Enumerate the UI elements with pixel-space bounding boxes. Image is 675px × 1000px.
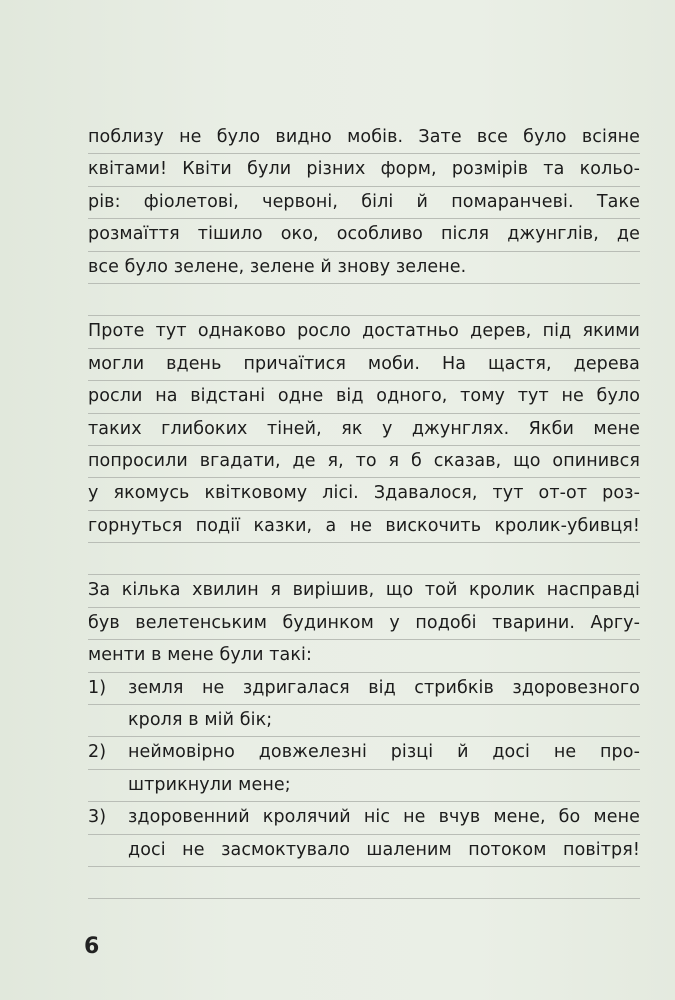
blank-ruled-line — [88, 867, 640, 899]
list-item-number: 3) — [88, 807, 107, 828]
text-line: Проте тут однаково росло достатньо дерев, під якими — [88, 316, 640, 348]
list-item-text: здоровенний кролячий ніс не вчув мене, бо мене — [128, 807, 640, 828]
text-line: у якомусь квітковому лісі. Здавалося, тут от-от роз- — [88, 478, 640, 510]
list-item — [88, 802, 640, 834]
list-item-number: 1) — [88, 677, 107, 698]
list-item-text: неймовірно довжелезні різці й досі не про- — [128, 742, 640, 763]
list-item — [88, 737, 640, 769]
list-item — [88, 673, 640, 705]
list-item-continuation — [88, 770, 640, 802]
text-line: могли вдень причаїтися моби. На щастя, дерева — [88, 349, 640, 381]
blank-ruled-line — [88, 284, 640, 316]
text-line: квітами! Квіти були різних форм, розмірів та кольо- — [88, 154, 640, 186]
blank-ruled-line — [88, 543, 640, 575]
text-line: рів: фіолетові, червоні, білі й помаранчеві. Таке — [88, 187, 640, 219]
list-item-text: досі не засмоктувало шаленим потоком повітря! — [128, 839, 640, 860]
text-block — [88, 122, 640, 899]
list-item-continuation — [88, 835, 640, 867]
text-line: попросили вгадати, де я, то я б сказав, що опинився — [88, 446, 640, 478]
list-item-text: кроля в мій бік; — [128, 710, 273, 731]
text-line: був велетенським будинком у подобі тварини. Аргу- — [88, 608, 640, 640]
text-line: розмаїття тішило око, особливо після джунглів, де — [88, 219, 640, 251]
text-line: таких глибоких тіней, як у джунглях. Якби мене — [88, 414, 640, 446]
list-item-continuation — [88, 705, 640, 737]
text-line: росли на відстані одне від одного, тому тут не було — [88, 381, 640, 413]
list-item-number: 2) — [88, 742, 107, 763]
text-line: За кілька хвилин я вирішив, що той кролик насправді — [88, 575, 640, 607]
page-number: 6 — [84, 934, 100, 959]
text-line: горнуться події казки, а не вискочить кролик-убивця! — [88, 511, 640, 543]
text-line: менти в мене були такі: — [88, 640, 640, 672]
list-item-text: земля не здригалася від стрибків здоровезного — [128, 677, 640, 698]
list-item-text: штрикнули мене; — [128, 774, 291, 795]
text-line: поблизу не було видно мобів. Зате все було всіяне — [88, 122, 640, 154]
text-line: все було зелене, зелене й знову зелене. — [88, 252, 640, 284]
